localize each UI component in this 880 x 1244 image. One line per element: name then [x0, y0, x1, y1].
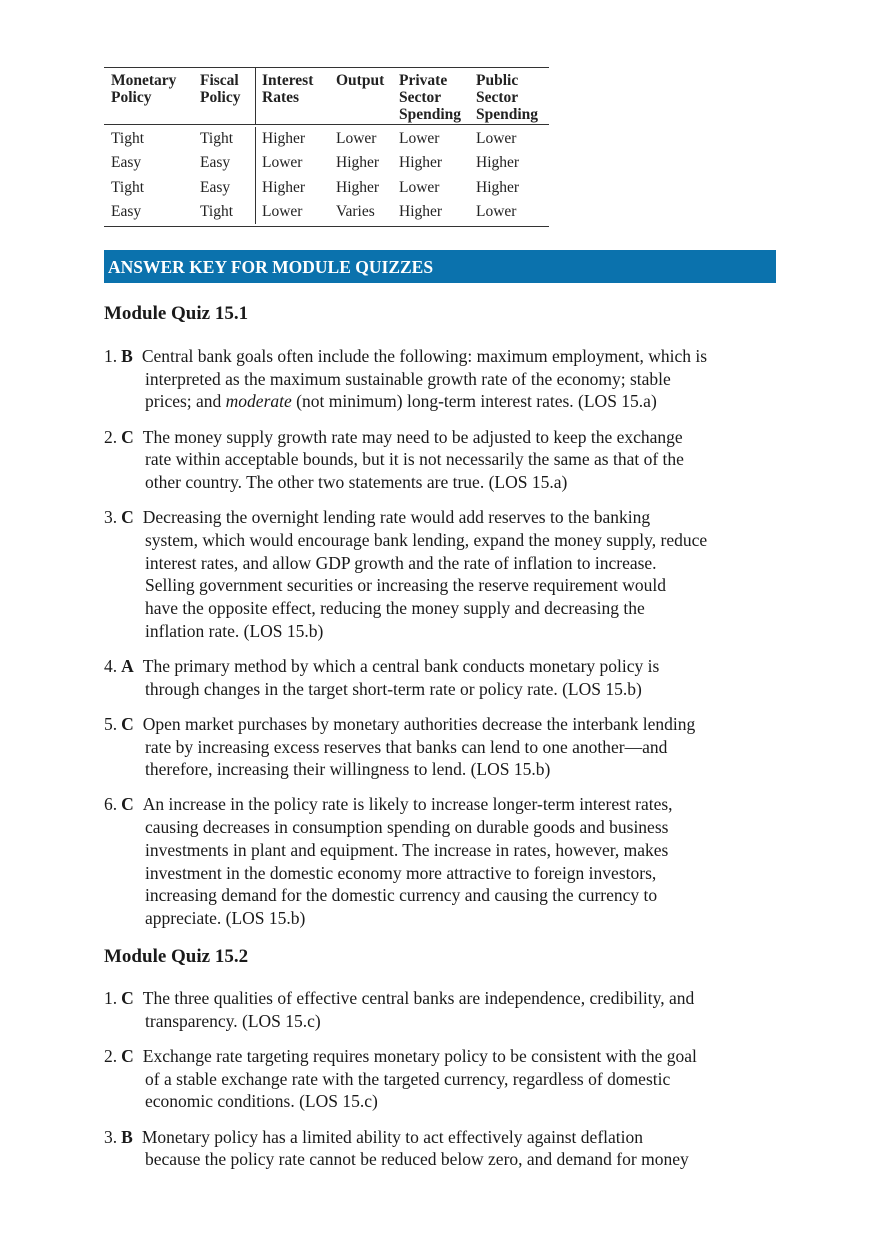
- answer-line: [104, 552, 784, 575]
- text-segment: prices; and: [145, 391, 226, 412]
- answer-line: [104, 1068, 784, 1091]
- emphasis-text: moderate: [225, 391, 292, 412]
- item-number: 2.: [104, 1045, 118, 1066]
- table-cell: Lower: [476, 130, 517, 147]
- item-number: 3.: [104, 1126, 118, 1147]
- explanation-text: of a stable exchange rate with the targeted currency, regardless of domestic: [145, 1068, 671, 1089]
- explanation-text: Decreasing the overnight lending rate would add reserves to the banking: [142, 507, 651, 528]
- explanation-text: economic conditions. (LOS 15.c): [145, 1091, 378, 1112]
- column-header-word: Output: [336, 72, 385, 89]
- answer-line: [104, 839, 784, 862]
- answer-line: [104, 368, 784, 391]
- answer-letter: C: [121, 507, 134, 528]
- table-cell: Easy: [111, 202, 142, 220]
- table-row: [104, 200, 549, 224]
- answer-line: [104, 793, 784, 816]
- column-header: [255, 68, 330, 125]
- column-header-word: Policy: [111, 89, 152, 106]
- answer-line: [104, 448, 784, 471]
- table-cell: Tight: [200, 202, 234, 220]
- answer-letter: A: [121, 655, 134, 676]
- table-cell: Lower: [255, 200, 330, 224]
- item-number: 4.: [104, 655, 118, 676]
- item-number: 1.: [104, 346, 118, 366]
- answer-line: [104, 597, 784, 620]
- explanation-text: Central bank goals often include the following: maximum employment, which is: [141, 346, 708, 366]
- table-cell: Tight: [111, 178, 145, 196]
- table-row: [104, 176, 549, 200]
- table-cell: Higher: [399, 202, 443, 220]
- explanation-text: through changes in the target short-term rate or policy rate. (LOS 15.b): [145, 678, 642, 699]
- answer-line: [104, 471, 784, 494]
- explanation-text: An increase in the policy rate is likely to increase longer-term interest rates,: [142, 794, 673, 815]
- explanation-text: appreciate. (LOS 15.b): [145, 907, 306, 928]
- answer-line: [104, 574, 784, 597]
- table-cell: Higher: [336, 154, 380, 172]
- answer-letter: C: [121, 426, 134, 447]
- answer-item: [104, 506, 784, 642]
- answer-letter: B: [121, 1126, 133, 1147]
- table-cell: Easy: [111, 154, 142, 172]
- explanation-text: rate within acceptable bounds, but it is not necessarily the same as that of the: [145, 449, 684, 470]
- answer-line: [104, 1045, 784, 1068]
- column-header-word: Interest: [262, 72, 314, 89]
- answer-line: [104, 529, 784, 552]
- explanation-text: Selling government securities or increasing the reserve requirement would: [145, 575, 666, 596]
- column-header: [330, 72, 393, 124]
- table-cell: Lower: [399, 130, 440, 147]
- answer-line: [104, 620, 784, 643]
- answer-line: [104, 678, 784, 701]
- explanation-text: interpreted as the maximum sustainable growth rate of the economy; stable: [145, 368, 671, 389]
- answer-letter: B: [121, 346, 133, 366]
- answer-item: [104, 345, 784, 413]
- table-cell: Easy: [200, 178, 231, 196]
- explanation-text: Monetary policy has a limited ability to act effectively against deflation: [141, 1126, 643, 1147]
- answer-line: [104, 884, 784, 907]
- explanation-text: therefore, increasing their willingness to lend. (LOS 15.b): [145, 759, 551, 780]
- explanation-text: because the policy rate cannot be reduced below zero, and demand for money: [145, 1149, 689, 1170]
- explanation-text: The three qualities of effective central banks are independence, credibility, and: [142, 988, 695, 1008]
- explanation-text: The money supply growth rate may need to be adjusted to keep the exchange: [142, 426, 683, 447]
- answer-line: [104, 426, 784, 449]
- answer-key-banner: ANSWER KEY FOR MODULE QUIZZES: [104, 250, 776, 283]
- column-header-word: Private: [399, 72, 448, 89]
- column-header-word: Monetary: [111, 72, 177, 89]
- answer-line: [104, 713, 784, 736]
- answer-item: [104, 426, 784, 494]
- explanation-text: Open market purchases by monetary authorities decrease the interbank lending: [142, 713, 696, 734]
- explanation-text: inflation rate. (LOS 15.b): [145, 620, 324, 641]
- answer-line: [104, 1126, 784, 1149]
- column-header-word: Sector: [399, 89, 442, 106]
- column-header-word: Rates: [262, 89, 300, 106]
- answer-line: [104, 987, 784, 1010]
- explanation-text: causing decreases in consumption spending on durable goods and business: [145, 817, 669, 838]
- item-number: 3.: [104, 507, 118, 528]
- answer-item: [104, 1045, 784, 1113]
- explanation-text: increasing demand for the domestic currency and causing the currency to: [145, 885, 658, 906]
- explanation-text: interest rates, and allow GDP growth and the rate of inflation to increase.: [145, 552, 657, 573]
- table-body: [104, 125, 549, 226]
- answer-line: [104, 758, 784, 781]
- column-header: [104, 72, 193, 124]
- answer-line: [104, 506, 784, 529]
- table-cell: Tight: [111, 130, 145, 147]
- table-cell: Lower: [476, 202, 517, 220]
- answer-item: [104, 1126, 784, 1171]
- table-cell: Lower: [399, 178, 440, 196]
- explanation-text: system, which would encourage bank lending, expand the money supply, reduce: [145, 529, 708, 550]
- answer-item: [104, 987, 784, 1032]
- answer-letter: C: [121, 1045, 134, 1066]
- table-cell: Higher: [476, 154, 520, 172]
- section-title-15-1: Module Quiz 15.1: [104, 303, 249, 324]
- explanation-text: investments in plant and equipment. The increase in rates, however, makes: [145, 839, 669, 860]
- answer-line: [104, 736, 784, 759]
- explanation-text: investment in the domestic economy more attractive to foreign investors,: [145, 862, 657, 883]
- answer-letter: C: [121, 713, 134, 734]
- policy-effects-table: [104, 67, 549, 227]
- explanation-text: rate by increasing excess reserves that banks can lend to one another—and: [145, 736, 668, 757]
- column-header-word: Policy: [200, 89, 241, 106]
- column-header: [193, 72, 255, 124]
- answer-line: [104, 345, 784, 368]
- column-header: [470, 72, 549, 124]
- answer-line: [104, 907, 784, 930]
- table-cell: Higher: [336, 178, 380, 196]
- section-title-15-2: Module Quiz 15.2: [104, 946, 249, 967]
- answer-line: [104, 862, 784, 885]
- table-cell: Higher: [255, 176, 330, 200]
- answer-letter: C: [121, 988, 134, 1008]
- column-header-word: Fiscal: [200, 72, 239, 89]
- table-cell: Higher: [476, 178, 520, 196]
- table-cell: Lower: [255, 151, 330, 175]
- table-cell: Higher: [399, 154, 443, 172]
- answer-item: [104, 713, 784, 781]
- answer-list-15-1: [104, 345, 784, 942]
- answer-list-15-2: [104, 987, 784, 1183]
- answer-line: [104, 1010, 784, 1033]
- answer-line: [104, 816, 784, 839]
- column-header-word: Public: [476, 72, 519, 89]
- explanation-text: other country. The other two statements are true. (LOS 15.a): [145, 472, 568, 493]
- answer-line: [104, 655, 784, 678]
- explanation-text: transparency. (LOS 15.c): [145, 1010, 321, 1031]
- column-header-word: Spending: [399, 106, 462, 123]
- table-row: [104, 127, 549, 151]
- table-cell: Tight: [200, 130, 234, 147]
- explanation-text: Exchange rate targeting requires monetary policy to be consistent with the goal: [142, 1045, 697, 1066]
- table-header: [104, 68, 549, 125]
- item-number: 1.: [104, 988, 118, 1008]
- table-cell: Varies: [336, 202, 375, 220]
- answer-line: [104, 1148, 784, 1171]
- table-cell: Higher: [255, 127, 330, 151]
- column-header: [393, 72, 470, 124]
- answer-letter: C: [121, 794, 134, 815]
- table-cell: Easy: [200, 154, 231, 172]
- table-cell: Lower: [336, 130, 377, 147]
- item-number: 5.: [104, 713, 118, 734]
- item-number: 6.: [104, 794, 118, 815]
- table-row: [104, 151, 549, 175]
- column-header-word: Sector: [476, 89, 519, 106]
- answer-item: [104, 793, 784, 929]
- explanation-text: have the opposite effect, reducing the money supply and decreasing the: [145, 598, 645, 619]
- answer-line: [104, 390, 784, 413]
- item-number: 2.: [104, 426, 118, 447]
- text-segment: (not minimum) long-term interest rates. (LOS 15.a): [291, 391, 657, 412]
- column-header-word: Spending: [476, 106, 539, 123]
- answer-line: [104, 1090, 784, 1113]
- answer-item: [104, 655, 784, 700]
- explanation-text: The primary method by which a central bank conducts monetary policy is: [142, 655, 660, 676]
